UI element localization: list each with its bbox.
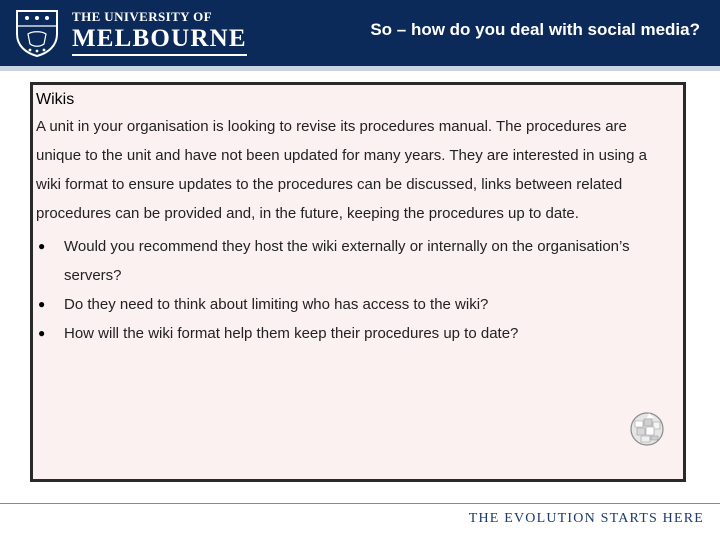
footer-tagline: THE EVOLUTION STARTS HERE	[468, 511, 704, 526]
bullet-icon: ●	[38, 326, 46, 340]
logo-underline	[72, 54, 247, 56]
header-divider	[0, 66, 720, 71]
list-item	[36, 232, 675, 290]
list-item-text: Would you recommend they host the wiki externally or internally on the organisation’s servers?	[64, 238, 630, 284]
header-bar	[0, 0, 720, 66]
footer-divider	[0, 503, 720, 504]
list-item-text: Do they need to think about limiting who has access to the wiki?	[64, 296, 489, 313]
logo-top-text: THE UNIVERSITY OF	[72, 9, 212, 24]
logo-wordmark	[72, 10, 247, 56]
list-item	[36, 290, 675, 319]
list-item	[36, 319, 675, 348]
crest-icon	[14, 8, 60, 58]
intro-paragraph: A unit in your organisation is looking to revise its procedures manual. The procedures are unique to the unit and have not been updated for many years. They are interested in using a wiki format to ensure updates to the procedures can be discussed, links between related procedures can be provided and, in the future, keeping the procedures up to date.	[36, 118, 647, 222]
question-list	[36, 232, 675, 348]
section-heading: Wikis	[36, 91, 75, 108]
content-body	[36, 87, 675, 348]
bullet-icon: ●	[38, 297, 46, 311]
slide-title: So – how do you deal with social media?	[370, 20, 700, 39]
bullet-icon: ●	[38, 239, 46, 253]
wikipedia-globe-icon	[629, 411, 665, 447]
logo-bottom-text: MELBOURNE	[72, 25, 247, 52]
university-logo	[14, 8, 247, 58]
list-item-text: How will the wiki format help them keep their procedures up to date?	[64, 325, 519, 342]
content-panel	[30, 82, 686, 482]
